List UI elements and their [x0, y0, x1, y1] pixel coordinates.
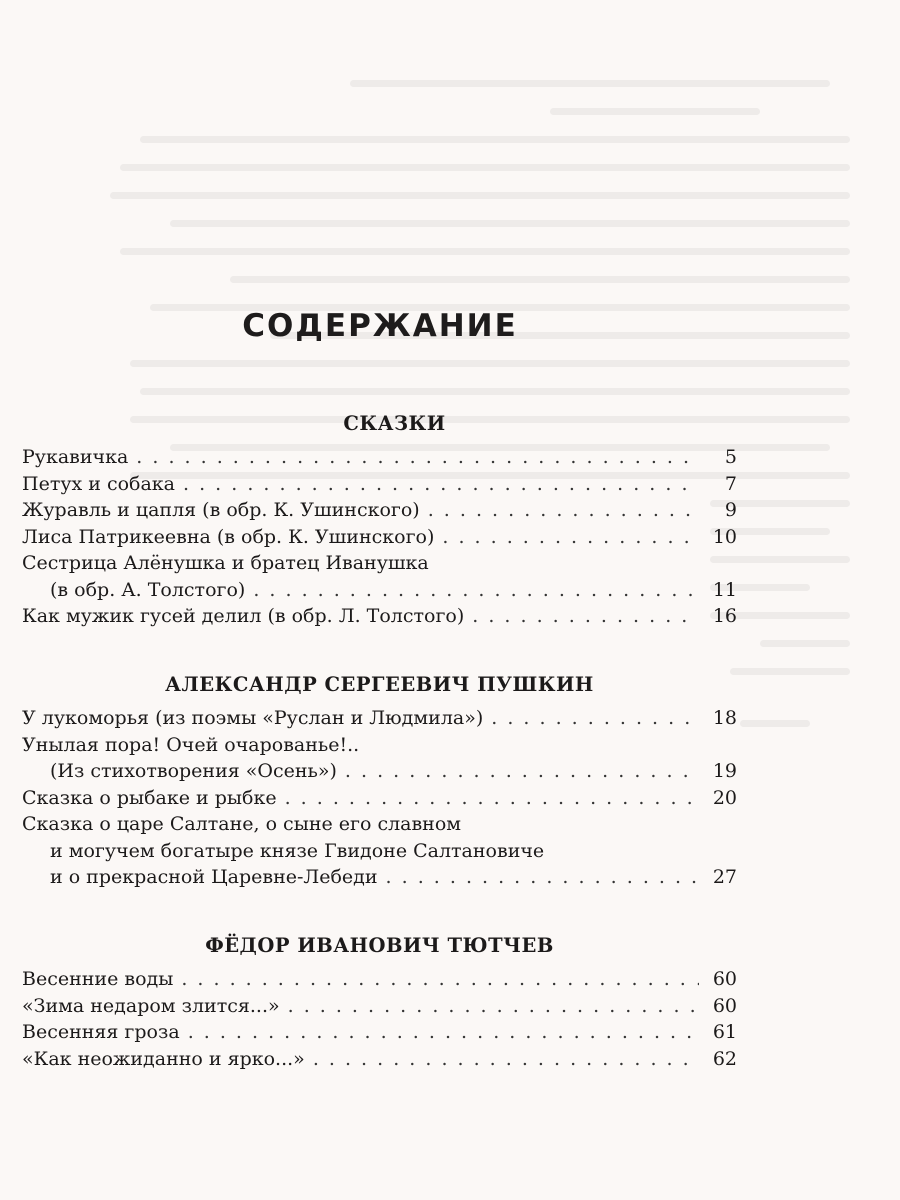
page-number: 7 [724, 472, 737, 495]
show-through-line [760, 640, 850, 647]
page-number: 16 [712, 605, 737, 627]
dot-leader [136, 444, 699, 471]
section-tyutchev [22, 926, 737, 1072]
show-through-line [120, 164, 850, 171]
toc-entry-title: Как мужик гусей делил (в обр. Л. Толстого) [22, 605, 465, 627]
toc-entry-line [22, 785, 737, 812]
page-number: 27 [712, 866, 737, 888]
show-through-line [110, 192, 850, 199]
section-heading: СКАЗКИ [343, 412, 446, 435]
show-through-line [120, 248, 850, 255]
toc-entry-line [22, 1019, 737, 1046]
dot-leader [442, 524, 699, 551]
toc-entry-title: Весенние воды [22, 968, 174, 990]
entry-list [22, 705, 737, 891]
page-number: 5 [724, 446, 737, 468]
toc-entry[interactable] [22, 550, 737, 603]
entry-list [22, 966, 737, 1072]
show-through-line [350, 80, 830, 87]
section-heading: ФЁДОР ИВАНОВИЧ ТЮТЧЕВ [205, 934, 554, 957]
show-through-line [140, 136, 850, 143]
page-number: 20 [712, 786, 737, 809]
toc-entry-line [22, 966, 737, 993]
dot-leader [345, 758, 699, 785]
toc-entry-title: и о прекрасной Царевне-Лебеди [50, 866, 378, 888]
toc-entry-title: «Как неожиданно и ярко...» [22, 1047, 305, 1070]
toc-entry[interactable] [22, 1046, 737, 1073]
toc-entry-title: Лиса Патрикеевна (в обр. К. Ушинского) [22, 525, 435, 548]
toc-entry-line [22, 993, 737, 1020]
toc-entry[interactable] [22, 993, 737, 1020]
show-through-line [740, 720, 810, 727]
toc-entry-line [22, 705, 737, 732]
toc-entry[interactable] [22, 524, 737, 551]
toc-entry[interactable] [22, 705, 737, 732]
toc-entry-title: и могучем богатыре князе Гвидоне Салтановиче [50, 839, 545, 862]
dot-leader [472, 603, 699, 630]
dot-leader [188, 1019, 699, 1046]
toc-entry[interactable] [22, 966, 737, 993]
dot-leader [313, 1046, 699, 1073]
toc-entry-title: (в обр. А. Толстого) [50, 578, 246, 601]
toc-entry-line [22, 577, 737, 604]
toc-entry-line [22, 838, 737, 865]
toc-entry-line [22, 1046, 737, 1073]
toc-entry-line [22, 732, 737, 759]
toc-entry-line [22, 550, 737, 577]
entry-list [22, 444, 737, 630]
toc-entry[interactable] [22, 471, 737, 498]
toc-entry-title: Рукавичка [22, 446, 129, 468]
toc-entry[interactable] [22, 732, 737, 785]
toc-entry[interactable] [22, 603, 737, 630]
toc-entry-title: «Зима недаром злится...» [22, 994, 280, 1017]
toc-entry-line [22, 444, 737, 471]
dot-leader [428, 497, 699, 524]
toc-entry-title: (Из стихотворения «Осень») [50, 760, 337, 782]
toc-entry-line [22, 471, 737, 498]
toc-entry[interactable] [22, 497, 737, 524]
toc-entry[interactable] [22, 444, 737, 471]
toc-entry-line [22, 603, 737, 630]
page-number: 60 [712, 968, 737, 990]
page-number: 61 [712, 1021, 737, 1043]
dot-leader [253, 577, 699, 604]
show-through-line [550, 108, 760, 115]
toc-entry-line [22, 758, 737, 785]
show-through-line [730, 668, 850, 675]
show-through-line [130, 360, 850, 367]
show-through-line [170, 220, 850, 227]
show-through-line [230, 276, 850, 283]
dot-leader [288, 993, 699, 1020]
toc-entry-title: Сказка о рыбаке и рыбке [22, 786, 277, 809]
page-number: 60 [712, 994, 737, 1017]
dot-leader [183, 471, 699, 498]
dot-leader [181, 966, 699, 993]
toc-entry-title: Сестрица Алёнушка и братец Иванушка [22, 552, 429, 574]
toc-entry-title: Весенняя гроза [22, 1021, 180, 1043]
page-number: 11 [712, 578, 737, 601]
toc-entry-title: Журавль и цапля (в обр. К. Ушинского) [22, 499, 420, 521]
section-fairy-tales [22, 404, 737, 630]
page-number: 9 [724, 499, 737, 521]
toc-entry-title: Петух и собака [22, 472, 176, 495]
section-heading: АЛЕКСАНДР СЕРГЕЕВИЧ ПУШКИН [165, 673, 594, 696]
toc-entry[interactable] [22, 1019, 737, 1046]
page-number: 62 [712, 1047, 737, 1070]
dot-leader [491, 705, 699, 732]
toc-entry-title: У лукоморья (из поэмы «Руслан и Людмила») [22, 707, 484, 729]
show-through-line [140, 388, 850, 395]
toc-entry-line [22, 864, 737, 891]
dot-leader [285, 785, 699, 812]
toc-entry-title: Унылая пора! Очей очарованье!.. [22, 733, 360, 756]
toc-entry-line [22, 497, 737, 524]
page-number: 19 [712, 760, 737, 782]
toc-entry[interactable] [22, 811, 737, 891]
toc-entry-title: Сказка о царе Салтане, о сыне его славном [22, 813, 462, 835]
page-title: СОДЕРЖАНИЕ [242, 308, 518, 344]
dot-leader [386, 864, 699, 891]
page-number: 10 [712, 525, 737, 548]
page-number: 18 [712, 707, 737, 729]
toc-entry[interactable] [22, 785, 737, 812]
toc-entry-line [22, 524, 737, 551]
section-pushkin [22, 665, 737, 891]
toc-entry-line [22, 811, 737, 838]
